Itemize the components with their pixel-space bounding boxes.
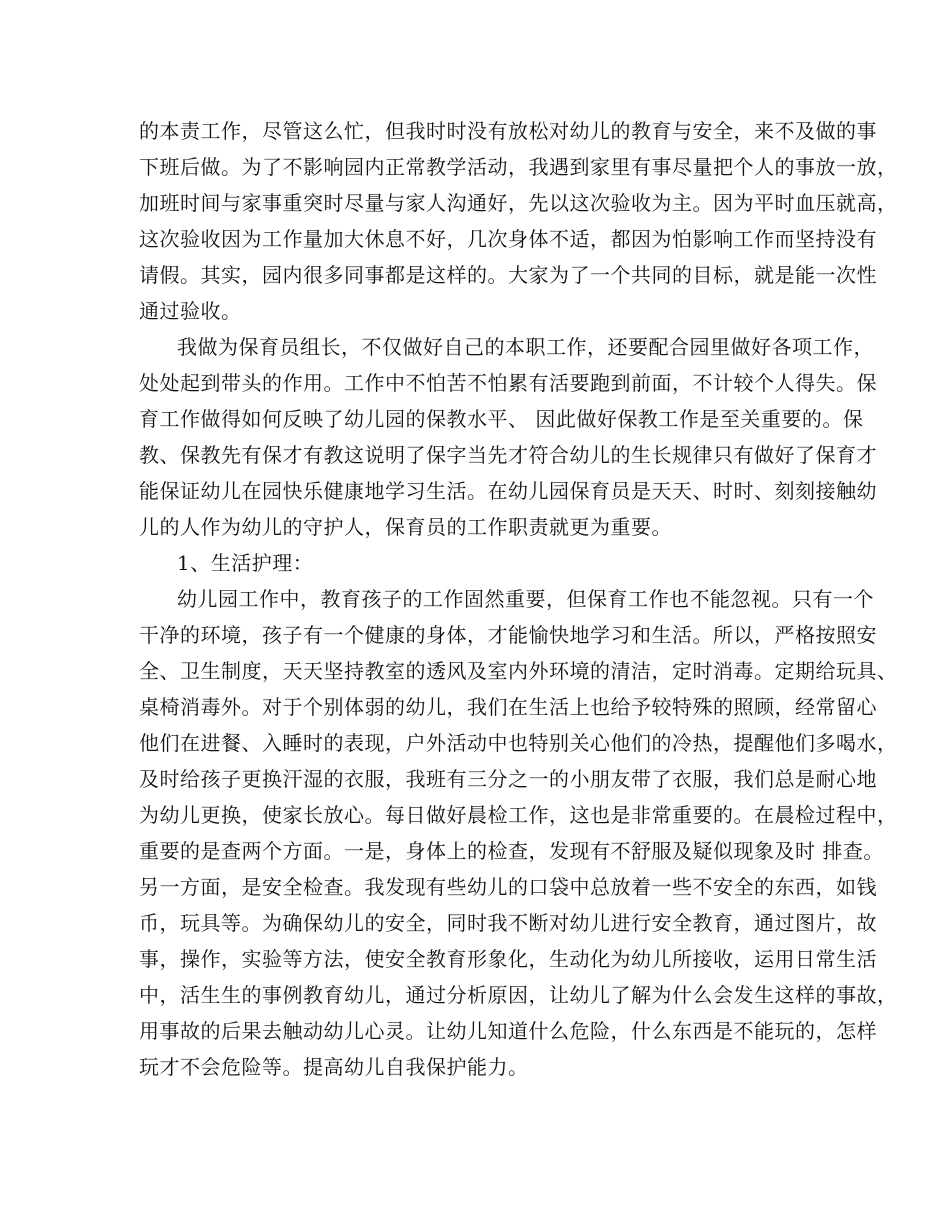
text-line: 及时给孩子更换汗湿的衣服，我班有三分之一的小朋友带了衣服，我们总是耐心地 xyxy=(139,767,877,791)
text-line: 玩才不会危险等。提高幼儿自我保护能力。 xyxy=(139,1055,529,1079)
text-line: 能保证幼儿在园快乐健康地学习生活。在幼儿园保育员是天天、时时、刻刻接触幼 xyxy=(139,479,877,503)
text-line: 请假。其实，园内很多同事都是这样的。大家为了一个共同的目标，就是能一次性 xyxy=(139,263,877,287)
text-line: 中，活生生的事例教育幼儿，通过分析原因，让幼儿了解为什么会发生这样的事故， xyxy=(139,983,898,1007)
paragraph-first-line: 我做为保育员组长，不仅做好自己的本职工作，还要配合园里做好各项工作， xyxy=(177,335,874,359)
text-line: 重要的是查两个方面。一是，身体上的检查，发现有不舒服及疑似现象及时 排查。 xyxy=(139,839,884,863)
text-line: 桌椅消毒外。对于个别体弱的幼儿，我们在生活上也给予较特殊的照顾，经常留心 xyxy=(139,695,877,719)
text-line: 用事故的后果去触动幼儿心灵。让幼儿知道什么危险，什么东西是不能玩的，怎样 xyxy=(139,1019,877,1043)
text-line: 事，操作，实验等方法，使安全教育形象化，生动化为幼儿所接收，运用日常生活 xyxy=(139,947,877,971)
text-line: 通过验收。 xyxy=(139,299,242,323)
text-line: 下班后做。为了不影响园内正常教学活动，我遇到家里有事尽量把个人的事放一放， xyxy=(139,155,898,179)
text-line: 儿的人作为幼儿的守护人，保育员的工作职责就更为重要。 xyxy=(139,515,672,539)
text-line: 处处起到带头的作用。工作中不怕苦不怕累有活要跑到前面，不计较个人得失。保 xyxy=(139,371,877,395)
section-heading: 1、生活护理： xyxy=(177,551,314,575)
text-line: 这次验收因为工作量加大休息不好，几次身体不适，都因为怕影响工作而坚持没有 xyxy=(139,227,877,251)
paragraph-first-line: 幼儿园工作中，教育孩子的工作固然重要，但保育工作也不能忽视。只有一个 xyxy=(177,587,874,611)
text-line: 教、保教先有保才有教这说明了保字当先才符合幼儿的生长规律只有做好了保育才 xyxy=(139,443,877,467)
text-line: 他们在进餐、入睡时的表现，户外活动中也特别关心他们的冷热，提醒他们多喝水， xyxy=(139,731,898,755)
text-line: 育工作做得如何反映了幼儿园的保教水平、 因此做好保教工作是至关重要的。保 xyxy=(139,407,864,431)
text-line: 干净的环境，孩子有一个健康的身体，才能愉快地学习和生活。所以，严格按照安 xyxy=(139,623,877,647)
text-line: 币，玩具等。为确保幼儿的安全，同时我不断对幼儿进行安全教育，通过图片，故 xyxy=(139,911,877,935)
text-line: 加班时间与家事重突时尽量与家人沟通好，先以这次验收为主。因为平时血压就高， xyxy=(139,191,898,215)
text-line: 为幼儿更换，使家长放心。每日做好晨检工作，这也是非常重要的。在晨检过程中， xyxy=(139,803,898,827)
text-line: 的本责工作，尽管这么忙，但我时时没有放松对幼儿的教育与安全，来不及做的事 xyxy=(139,119,877,143)
text-line: 全、卫生制度，天天坚持教室的透风及室内外环境的清洁，定时消毒。定期给玩具、 xyxy=(139,659,898,683)
text-line: 另一方面，是安全检查。我发现有些幼儿的口袋中总放着一些不安全的东西，如钱 xyxy=(139,875,877,899)
